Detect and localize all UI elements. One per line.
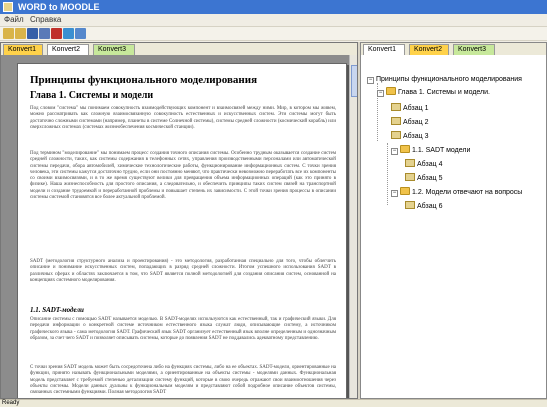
status-text: Ready [2,400,20,406]
tree-item-label: Абзац 3 [403,133,429,140]
document-icon [391,117,401,125]
paragraph-1: Под словом "система" мы понимаем совокупность взаимодействующих компонент и взаимосвязей между ними. Мир, в котором мы живем, можно рассматривать как сложную взаимосвязанную совокупность естественных и искусственных систем. Эти системы могут быть достаточно сложными системами (например, планеты в системе Солнечной системы), системы средней сложности (космический корабль) или сверхсложных системах (системах жизнеобеспечения космической станции). [30,106,336,130]
tree-doc-item[interactable] [391,117,428,128]
menu-bar [0,14,547,27]
tree-item-label: Глава 1. Системы и модели. [398,89,491,96]
folder-icon [386,87,396,95]
tree-item-label: Абзац 5 [417,175,443,182]
folder-icon [400,187,410,195]
tab-konvert2-right[interactable]: Konvert2 [409,44,449,55]
paragraph-3: SADT (методология структурного анализа и проектирования) - это методология, разработанная специально для того, чтобы облегчить описание и понимание искусственных систем, попадающих в разряд средней сложности. Итогом успешного использования SADT в различных сферах и областях заключается в том, что SADT является полной методологией для создания описания систем, основанной на концепциях системного моделирования. [30,259,336,283]
collapse-icon[interactable]: − [368,77,373,83]
document-pane [0,42,358,399]
save-icon[interactable] [27,28,38,39]
tree-doc-item[interactable] [391,131,428,142]
collapse-icon[interactable]: − [378,90,383,96]
tree-doc-item[interactable] [405,173,442,184]
document-icon [405,159,415,167]
title-bar [0,0,547,14]
tab-konvert3-right[interactable]: Konvert3 [453,44,495,55]
tree-item-label: Абзац 6 [417,203,443,210]
export-icon[interactable] [63,28,74,39]
document-icon [391,131,401,139]
paragraph-2: Под термином "моделирование" мы понимаем процесс создания точного описания системы. Особенно трудным оказывается создание систем средней сложности, таких, как системы содержания в телефонных сетях, управления производственными персоналами или автоматической системы передачи, обора автомобилей, химические технологические работы, функционирование информационных систем. С точки зрения человека, эти системы кажутся достаточно трудно, если они постоянно меняют, что практически невозможно переработать все их компоненты со своими взаимосвязями, и в то же время существуют велики для превращения объема информационных операций (как это принято в физике). Наша жизнеспособность для простого описания, а следовательно, и обеспечить принципы таких систем связей на транспортной модели и создание трудоемкой и переработанной проблемы и повышает степень их зависимости. С этой точки зрения процессы в описании системы системой становятся все более актуальной проблемой. [30,151,336,201]
tree-root-label: Принципы функционального моделирования [376,76,522,83]
document-icon [405,201,415,209]
tree-folder-item[interactable] [391,145,470,156]
paragraph-5: С точки зрения SADT модель может быть сосредоточена либо на функциях системы, либо на ее объектах. SADT-модели, ориентированные на функции, принято называть функциональными моделями, а ориентированные на объекты системы - моделями данных. Функциональная модель представляет с требуемой степенью детализации систему функций, которые в свою очередь отражают свои взаимоотношения через объекты системы. Модели данных дуальны к функциональным моделям и представляют собой подробное описание объектов системы, связанных системными функциями. Полная методология SADT [30,365,336,396]
folder-icon [400,145,410,153]
document-page [17,63,347,399]
tree-doc-item[interactable] [405,159,442,170]
document-title: Принципы функционального моделирования [30,74,258,86]
save-all-icon[interactable] [39,28,50,39]
chapter-heading: Глава 1. Системы и модели [30,90,154,101]
document-icon [391,103,401,111]
document-scrollbar[interactable] [349,55,358,399]
app-icon [3,2,13,12]
scrollbar-thumb[interactable] [351,65,358,97]
document-tabs [1,43,357,55]
tree-item-label: 1.1. SADT модели [412,147,471,154]
tree-item-label: Абзац 1 [403,105,429,112]
tree-item-label: 1.2. Модели отвечают на вопросы [412,189,523,196]
tree-folder-item[interactable] [391,187,522,198]
tree-connector [387,143,388,205]
document-icon [405,173,415,181]
open-icon[interactable] [15,28,26,39]
window-title: WORD to MOODLE [18,2,100,12]
menu-file[interactable]: Файл [4,15,24,24]
tree-root[interactable] [367,75,522,85]
structure-pane [360,42,547,399]
tree-item-label: Абзац 2 [403,119,429,126]
section-heading: 1.1. SADT-модели [30,306,84,314]
toolbar [0,27,547,41]
collapse-icon[interactable]: − [392,148,397,154]
tab-konvert2-left[interactable]: Konvert2 [47,44,89,55]
status-bar [0,399,547,407]
tree-folder-item[interactable] [377,87,490,98]
collapse-icon[interactable]: − [392,190,397,196]
arrow-icon[interactable] [75,28,86,39]
tab-konvert1-left[interactable]: Konvert1 [3,44,43,55]
tree-doc-item[interactable] [391,103,428,114]
tree-item-label: Абзац 4 [417,161,443,168]
new-icon[interactable] [3,28,14,39]
tab-konvert1-right[interactable]: Konvert1 [363,44,405,55]
tree-doc-item[interactable] [405,201,442,212]
structure-tabs [361,43,546,55]
stop-icon[interactable] [51,28,62,39]
menu-help[interactable]: Справка [30,15,62,24]
tab-konvert3-left[interactable]: Konvert3 [93,44,135,55]
paragraph-4: Описание системы с помощью SADT называется моделью. В SADT-моделях используются как естественный, так и графический языки. Для передачи информации о конкретной системе источником естественного языка служат люди, описывающие систему, а источником графического языка - сама методология SADT. Графический язык SADT организует естественный язык вполне определенным и однозначным образом, за счет чего SADT и позволяет описывать системы, которые до появления SADT не поддавались адекватному представлению. [30,317,336,341]
